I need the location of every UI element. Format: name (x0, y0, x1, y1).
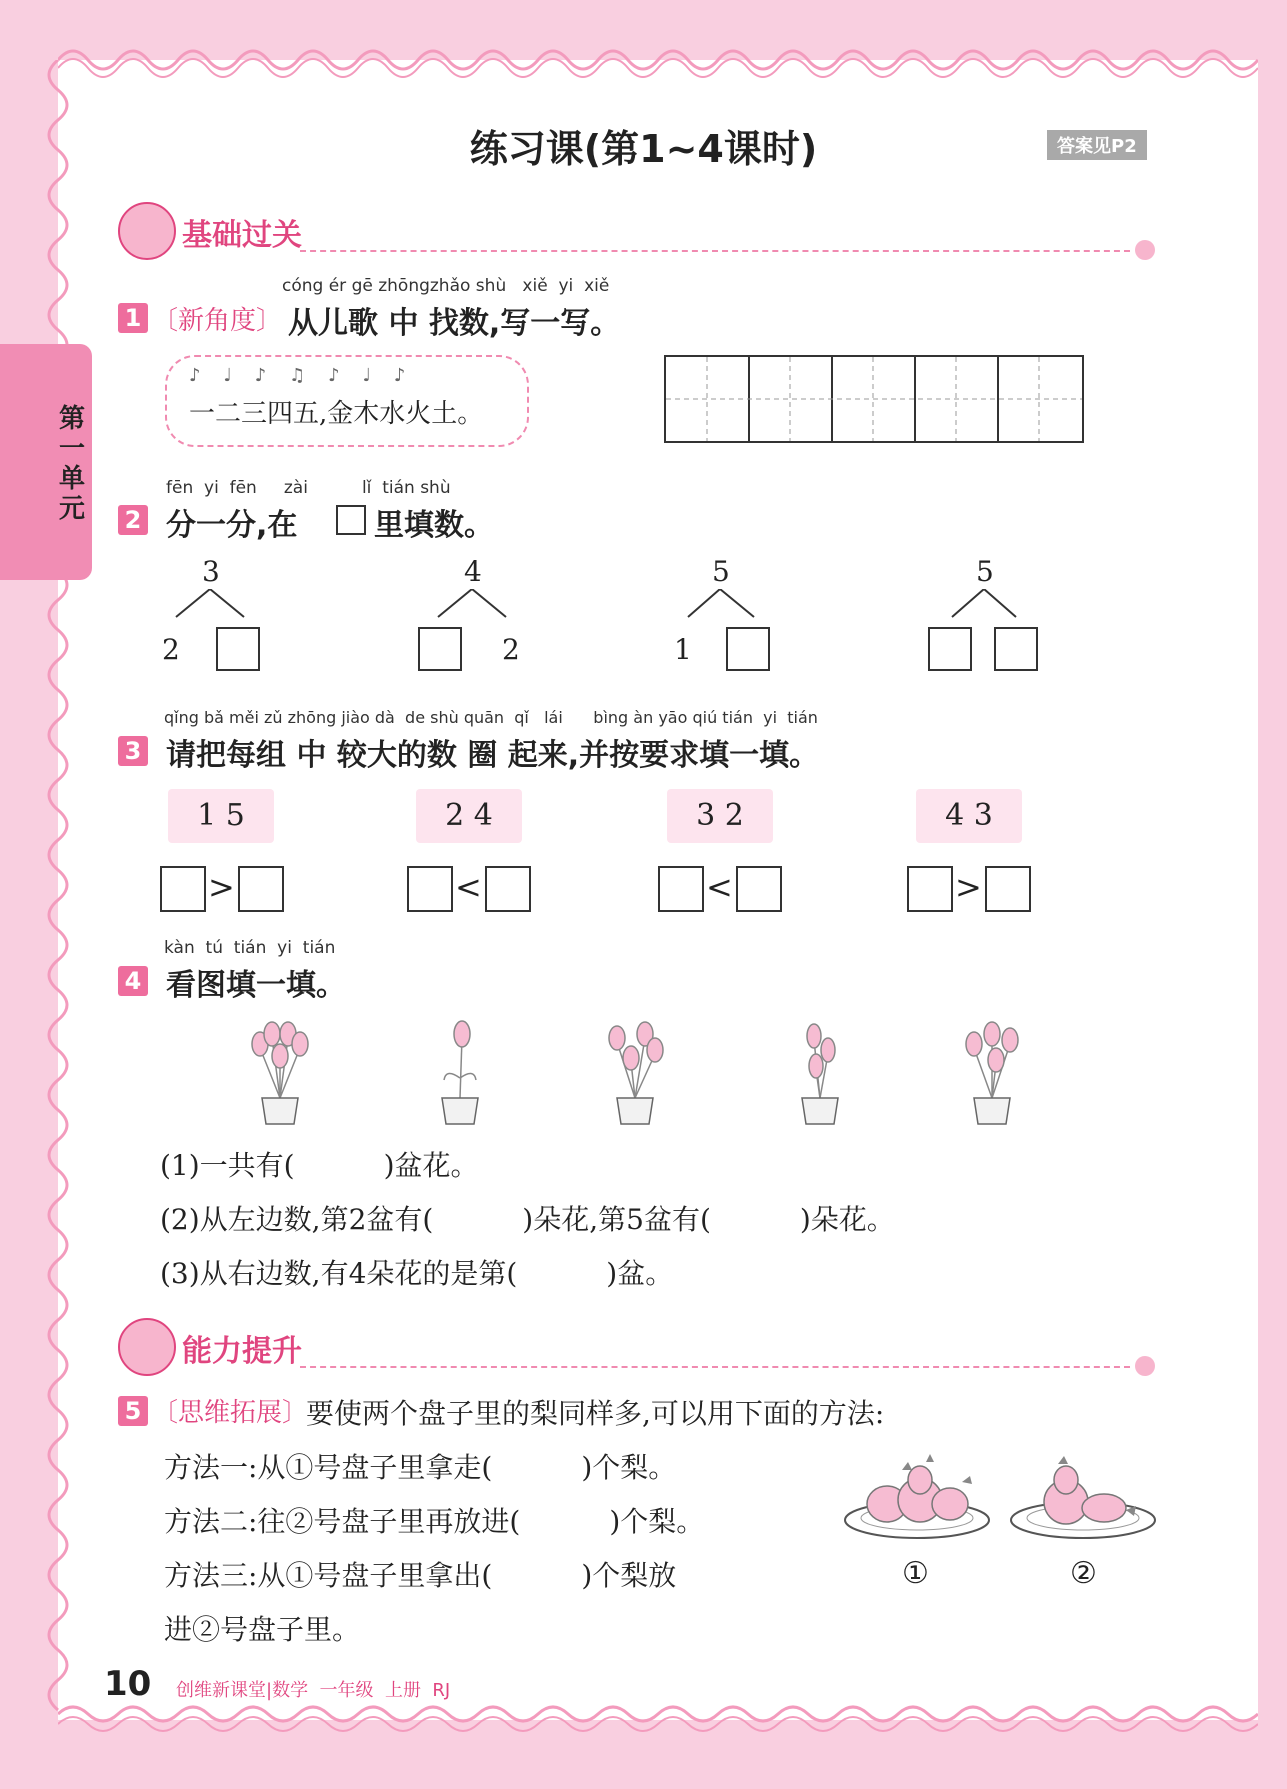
wavy-border-top (58, 42, 1258, 78)
flower-pot-5-icon (952, 1018, 1032, 1126)
q3-pinyin: qǐng bǎ měi zǔ zhōng jiào dà de shù quān qǐ lái bìng àn yāo qiú tián yi tián (164, 708, 818, 727)
bond-branches (416, 589, 526, 619)
q2-number-badge: 2 (118, 505, 148, 535)
answer-reference-tag: 答案见P2 (1047, 130, 1147, 160)
compare-box-right[interactable] (238, 866, 284, 912)
q3-number-pair[interactable]: 4 3 (916, 789, 1022, 843)
bond-top: 3 (202, 555, 220, 588)
q3-number-pair[interactable]: 1 5 (168, 789, 274, 843)
q3-compare-4 (907, 866, 1037, 912)
q4-line-3: (3)从右边数,有4朵花的是第( )盆。 (160, 1257, 674, 1290)
unit-side-tab-label: 第一单元 (58, 404, 85, 524)
bond-answer-box[interactable] (994, 627, 1038, 671)
bond-left: 2 (162, 633, 180, 666)
song-text: 一二三四五,金木水火土。 (189, 399, 484, 429)
q1-question-text: 从儿歌 中 找数,写一写。 (288, 306, 621, 341)
number-bond-3 (672, 555, 782, 675)
dot-decoration-icon (1135, 240, 1155, 260)
compare-box-left[interactable] (160, 866, 206, 912)
q3-compare-3 (658, 866, 788, 912)
q5-number-badge: 5 (118, 1396, 148, 1426)
compare-operator: > (955, 868, 982, 906)
plate-1-label: ① (902, 1556, 929, 1591)
number-bond-1 (160, 555, 270, 675)
music-notes-icon: ♪ ♩ ♪ ♫ ♪ ♩ ♪ (189, 365, 406, 386)
number-bond-2 (416, 555, 526, 675)
q5-method-3: 方法三:从①号盘子里拿出( )个梨放 (164, 1559, 677, 1592)
q2-inline-box (336, 505, 366, 535)
compare-box-right[interactable] (985, 866, 1031, 912)
compare-box-left[interactable] (407, 866, 453, 912)
plate-2-label: ② (1070, 1556, 1097, 1591)
q1-pinyin: cóng ér gē zhōngzhǎo shù xiě yi xiě (282, 276, 610, 296)
bond-answer-box[interactable] (418, 627, 462, 671)
q1-tag: 〔新角度〕 (152, 306, 283, 336)
q4-line-1: (1)一共有( )盆花。 (160, 1149, 479, 1182)
page-title: 练习课(第1~4课时) (469, 127, 818, 171)
q4-pinyin: kàn tú tián yi tián (164, 938, 336, 958)
q5-question-text: 要使两个盘子里的梨同样多,可以用下面的方法: (306, 1397, 885, 1430)
student-avatar-icon (118, 1318, 176, 1376)
q2-pinyin: fēn yi fēn zài lǐ tián shù (166, 478, 451, 498)
unit-side-tab (0, 344, 92, 580)
writing-grid-lines (666, 357, 1082, 441)
bond-branches (926, 589, 1046, 619)
q4-number-badge: 4 (118, 966, 148, 996)
bond-right: 2 (502, 633, 520, 666)
flower-pot-3-icon (595, 1018, 675, 1126)
q4-line-2: (2)从左边数,第2盆有( )朵花,第5盆有( )朵花。 (160, 1203, 895, 1236)
dot-decoration-icon (1135, 1356, 1155, 1376)
compare-operator: < (706, 868, 733, 906)
compare-box-left[interactable] (907, 866, 953, 912)
bond-top: 5 (976, 555, 994, 588)
student-avatar-icon (118, 202, 176, 260)
bond-branches (160, 589, 270, 619)
flower-pot-1-icon (240, 1018, 320, 1126)
flower-pot-2-icon (420, 1018, 500, 1126)
q5-tag: 〔思维拓展〕 (152, 1398, 309, 1428)
plate-1-pears-icon (842, 1452, 992, 1542)
wavy-border-bottom (58, 1700, 1258, 1740)
footer-book-info: 创维新课堂|数学 一年级 上册 RJ (176, 1680, 451, 1701)
bond-top: 4 (464, 555, 482, 588)
q5-method-2: 方法二:往②号盘子里再放进( )个梨。 (164, 1505, 705, 1538)
q5-method-1: 方法一:从①号盘子里拿走( )个梨。 (164, 1451, 677, 1484)
bond-answer-box[interactable] (216, 627, 260, 671)
q2-text-before: 分一分,在 (166, 508, 298, 543)
q2-text-after: 里填数。 (374, 508, 494, 543)
bond-top: 5 (712, 555, 730, 588)
song-frame (165, 355, 529, 447)
section-divider (300, 250, 1130, 252)
compare-box-right[interactable] (736, 866, 782, 912)
section-title-basic: 基础过关 (182, 218, 302, 253)
compare-box-left[interactable] (658, 866, 704, 912)
flower-pot-4-icon (780, 1018, 860, 1126)
q3-compare-1 (160, 866, 290, 912)
q5-method-3-cont: 进②号盘子里。 (164, 1613, 361, 1646)
wavy-border-left (40, 60, 76, 1720)
writing-grid[interactable] (664, 355, 1084, 443)
number-bond-4 (926, 555, 1046, 675)
q3-compare-2 (407, 866, 537, 912)
bond-answer-box[interactable] (928, 627, 972, 671)
compare-operator: < (455, 868, 482, 906)
q3-number-pair[interactable]: 3 2 (667, 789, 773, 843)
plate-2-pears-icon (1008, 1452, 1158, 1542)
bond-answer-box[interactable] (726, 627, 770, 671)
q3-question-text: 请把每组 中 较大的数 圈 起来,并按要求填一填。 (166, 738, 820, 773)
page-number: 10 (104, 1664, 152, 1704)
compare-box-right[interactable] (485, 866, 531, 912)
q1-number-badge: 1 (118, 303, 148, 333)
bond-left: 1 (674, 633, 692, 666)
q3-number-badge: 3 (118, 736, 148, 766)
compare-operator: > (208, 868, 235, 906)
section-title-advanced: 能力提升 (182, 1334, 302, 1369)
section-divider (300, 1366, 1130, 1368)
q4-question-text: 看图填一填。 (166, 968, 346, 1003)
q3-number-pair[interactable]: 2 4 (416, 789, 522, 843)
bond-branches (672, 589, 782, 619)
